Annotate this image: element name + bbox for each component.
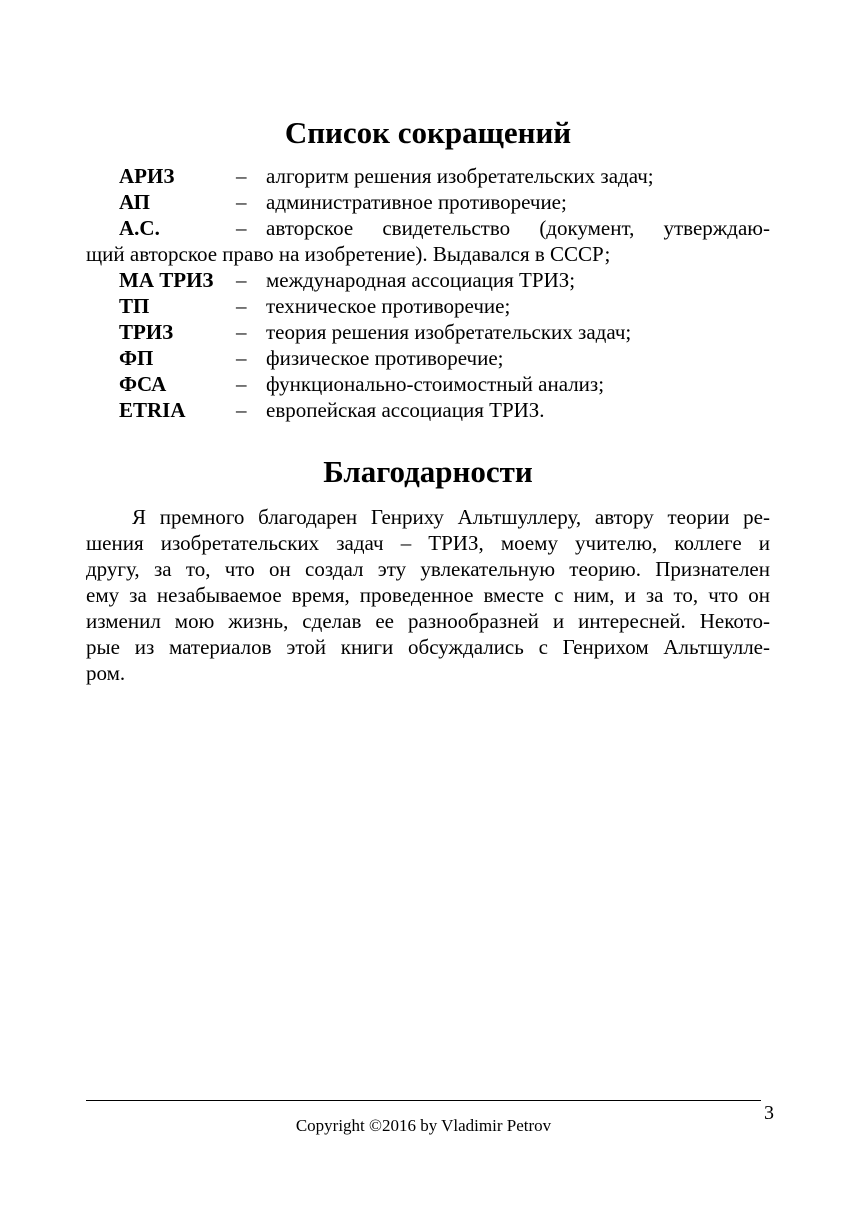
- paragraph-line: рые из материалов этой книги обсуждались с Генрихом Альтшулле-: [86, 635, 770, 659]
- abbreviation-definition-continuation: щий авторское право на изобретение). Выдавался в СССР;: [86, 242, 611, 266]
- footer-divider: [86, 1100, 761, 1101]
- abbreviation-term: А.С.: [119, 216, 160, 240]
- abbreviation-entry: [86, 189, 770, 215]
- abbreviations-list: [86, 163, 770, 423]
- abbreviation-definition: функционально-стоимостный анализ;: [266, 372, 605, 396]
- abbreviation-entry: [86, 293, 770, 319]
- abbreviation-definition: физическое противоречие;: [266, 346, 504, 370]
- abbreviation-term: ETRIA: [119, 398, 186, 422]
- abbreviation-dash: –: [236, 216, 247, 240]
- abbreviation-entry: [86, 371, 770, 397]
- abbreviation-term: АРИЗ: [119, 164, 175, 188]
- abbreviation-entry: [86, 163, 770, 189]
- abbreviation-definition: теория решения изобретательских задач;: [266, 320, 632, 344]
- abbreviation-dash: –: [236, 190, 247, 214]
- abbreviation-term: ТРИЗ: [119, 320, 174, 344]
- abbreviation-dash: –: [236, 398, 247, 422]
- paragraph-line: шения изобретательских задач – ТРИЗ, моему учителю, коллеге и: [86, 531, 770, 555]
- abbreviation-dash: –: [236, 320, 247, 344]
- abbreviation-entry: [86, 267, 770, 293]
- acknowledgements-title: Благодарности: [323, 454, 533, 489]
- abbreviation-dash: –: [236, 268, 247, 292]
- paragraph-line: ему за незабываемое время, проведенное вместе с ним, и за то, что он: [86, 583, 770, 607]
- abbreviation-dash: –: [236, 346, 247, 370]
- abbreviation-definition: техническое противоречие;: [266, 294, 511, 318]
- paragraph-line: другу, за то, что он создал эту увлекательную теорию. Признателен: [86, 557, 770, 581]
- copyright-notice: Copyright ©2016 by Vladimir Petrov: [295, 1116, 552, 1135]
- abbreviations-title: Список сокращений: [284, 115, 572, 150]
- paragraph-line: ром.: [86, 661, 126, 685]
- abbreviation-entry: [86, 319, 770, 345]
- abbreviation-definition: международная ассоциация ТРИЗ;: [266, 268, 576, 292]
- abbreviation-definition: административное противоречие;: [266, 190, 567, 214]
- abbreviation-definition: алгоритм решения изобретательских задач;: [266, 164, 654, 188]
- abbreviation-definition: авторское свидетельство (документ, утверждаю-: [266, 216, 770, 240]
- abbreviation-term: МА ТРИЗ: [119, 268, 214, 292]
- acknowledgements-paragraph: [86, 504, 770, 686]
- abbreviation-term: АП: [119, 190, 150, 214]
- abbreviation-entry: [86, 345, 770, 371]
- paragraph-line: Я премного благодарен Генриху Альтшуллеру, автору теории ре-: [132, 505, 770, 529]
- abbreviation-term: ФСА: [119, 372, 167, 396]
- abbreviation-dash: –: [236, 164, 247, 188]
- abbreviation-dash: –: [236, 294, 247, 318]
- abbreviation-entry: [86, 215, 770, 267]
- paragraph-line: изменил мою жизнь, сделав ее разнообразней и интересней. Некото-: [86, 609, 770, 633]
- abbreviation-dash: –: [236, 372, 247, 396]
- abbreviation-term: ТП: [119, 294, 150, 318]
- abbreviation-definition: европейская ассоциация ТРИЗ.: [266, 398, 545, 422]
- abbreviation-term: ФП: [119, 346, 154, 370]
- abbreviation-entry: [86, 397, 770, 423]
- page-number: 3: [764, 1102, 774, 1124]
